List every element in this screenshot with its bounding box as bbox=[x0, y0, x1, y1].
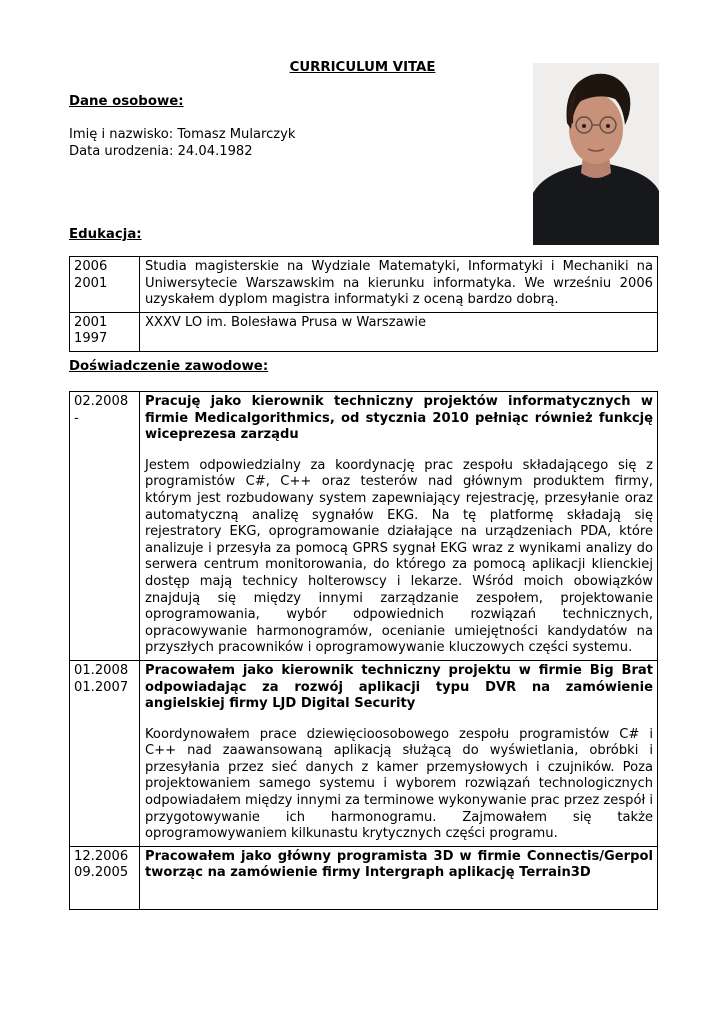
date-to: 2006 bbox=[74, 259, 108, 274]
photo bbox=[533, 63, 659, 245]
date-cell bbox=[70, 392, 140, 661]
education-table bbox=[69, 256, 658, 352]
birth-date-line: Data urodzenia: 24.04.1982 bbox=[69, 144, 253, 159]
job-title: Pracowałem jako kierownik techniczny projektu w firmie Big Brat odpowiadając za rozwój aplikacji typu DVR na zamówienie angielskiej firmy LJD Digital Security bbox=[145, 662, 653, 712]
table-row bbox=[70, 312, 658, 351]
job-cell bbox=[140, 392, 658, 661]
date-from: - bbox=[74, 410, 79, 426]
education-description: XXXV LO im. Bolesława Prusa w Warszawie bbox=[140, 312, 658, 351]
table-row bbox=[70, 846, 658, 909]
education-heading: Edukacja: bbox=[69, 227, 142, 242]
job-cell bbox=[140, 660, 658, 846]
job-cell bbox=[140, 846, 658, 909]
date-to: 2001 bbox=[74, 314, 108, 330]
date-from: 2001 bbox=[74, 275, 108, 291]
date-cell bbox=[70, 312, 140, 351]
date-from: 1997 bbox=[74, 331, 108, 347]
date-cell bbox=[70, 257, 140, 313]
personal-heading: Dane osobowe: bbox=[69, 94, 184, 109]
date-cell bbox=[70, 846, 140, 909]
date-from: 09.2005 bbox=[74, 865, 129, 881]
page-title: CURRICULUM VITAE bbox=[289, 60, 436, 75]
portrait-photo-icon bbox=[533, 63, 659, 245]
date-to: 12.2006 bbox=[74, 848, 129, 864]
job-description: Koordynowałem prace dziewięcioosobowego zespołu programistów C# i C++ nad zaawansowaną aplikacją służącą do wyświetlania, obróbki i przesyłania przez sieć danych z kamer przemysłowych i czujników. Poza projektowaniem samego systemu i wyborem rozwiązań technologicznych odpowiadałem między innymi za terminowe wykonywanie prac przez zespół i przygotowywanie ich harmonogramu. Zajmowałem się także oprogramowywaniem kilkunastu krytycznych części programu. bbox=[145, 726, 654, 842]
job-title: Pracowałem jako główny programista 3D w firmie Connectis/Gerpol tworząc na zamówienie firmy Intergraph aplikację Terrain3D bbox=[145, 848, 653, 881]
table-row bbox=[70, 257, 658, 313]
date-cell bbox=[70, 660, 140, 846]
experience-table bbox=[69, 391, 658, 910]
job-title: Pracuję jako kierownik techniczny projektów informatycznych w firmie Medicalgorithmics, od stycznia 2010 pełniąc również funkcję wiceprezesa zarządu bbox=[145, 394, 653, 443]
date-to: 01.2008 bbox=[74, 662, 129, 678]
table-row bbox=[70, 660, 658, 846]
education-description: Studia magisterskie na Wydziale Matematyki, Informatyki i Mechaniki na Uniwersytecie Warszawskim na kierunku informatyka. We wrześniu 2006 uzyskałem dyplom magistra informatyki z oceną bardzo dobrą. bbox=[140, 257, 658, 313]
date-to: 02.2008 bbox=[74, 394, 129, 409]
name-line: Imię i nazwisko: Tomasz Mularczyk bbox=[69, 127, 296, 142]
date-from: 01.2007 bbox=[74, 679, 129, 695]
experience-heading: Doświadczenie zawodowe: bbox=[69, 359, 269, 374]
table-row bbox=[70, 392, 658, 661]
job-description: Jestem odpowiedzialny za koordynację prac zespołu składającego się z programistów C#, C++ oraz testerów nad głównym produktem firmy, którym jest rozbudowany system zapewniający rejestrację, przesyłanie oraz automatyczną analizę sygnałów EKG. Na tę platformę składają się rejestratory EKG, oprogramowanie działające na urządzeniach PDA, które analizuje i przesyła za pomocą GPRS sygnał EKG wraz z wynikami analizy do serwera centrum monitorowania, do którego za pomocą aplikacji klienckiej dostęp mają technicy holterowscy i lekarze. Wśród moich obowiązków znajdują się między innymi zarządzanie zespołem, projektowanie oprogramowania, wybór odpowiednich rozwiązań technicznych, opracowywanie harmonogramów, ocenianie umiejętności kandydatów na przyszłych pracowników i oprogramowywanie kluczowych części systemu. bbox=[145, 457, 653, 656]
